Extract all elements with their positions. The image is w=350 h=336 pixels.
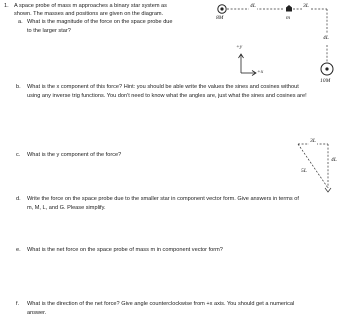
part-d-line-2: m, M, L, and G. Please simplify.	[27, 205, 106, 211]
label-axis-y: +y	[236, 44, 243, 50]
intro-line-1: A space probe of mass m approaches a binary star system as	[14, 3, 167, 9]
part-f-label: f.	[16, 301, 20, 307]
part-b-label: b.	[16, 84, 21, 90]
part-c-text: What is the y component of the force?	[27, 152, 122, 158]
small-star-icon	[321, 63, 333, 75]
space-probe-icon	[286, 5, 292, 12]
part-c-label: c.	[16, 152, 21, 158]
label-distance-4L-top: 4L	[250, 3, 256, 9]
label-axis-x: +x	[257, 69, 264, 75]
problem-number: 1.	[4, 3, 9, 9]
label-distance-4L-side: 4L	[323, 34, 329, 44]
part-a-line-1: What is the magnitude of the force on the space probe due	[27, 19, 173, 25]
part-a-line-2: to the larger star?	[27, 28, 71, 34]
large-star-icon	[218, 5, 226, 13]
part-a-label: a.	[18, 19, 23, 25]
part-e-label: e.	[16, 247, 21, 253]
part-f-line-1: What is the direction of the net force? Give angle counterclockwise from +x axis. You should get a numerical	[27, 301, 295, 307]
label-mass-small: 10M	[320, 78, 331, 84]
axes-icon	[239, 54, 257, 76]
part-b-line-1: What is the x component of this force? Hint: you should be able write the values the sines and cosines without	[27, 84, 299, 90]
part-d-line-1: Write the force on the space probe due to the smaller star in component vector form. Give answers in terms of	[27, 196, 299, 202]
part-d-label: d.	[16, 196, 21, 202]
label-mass-probe: m	[286, 15, 291, 21]
label-distance-3L-top: 3L	[303, 3, 309, 9]
intro-line-2: shown. The masses and positions are given on the diagram.	[14, 11, 164, 17]
part-f-line-2: answer.	[27, 310, 47, 316]
label-mass-big: 8M	[216, 15, 224, 21]
label-triangle-4L: 4L	[331, 157, 337, 163]
part-e-text: What is the net force on the space probe of mass m in component vector form?	[27, 247, 223, 253]
label-triangle-3L: 3L	[310, 138, 316, 144]
label-triangle-5L: 5L	[301, 168, 307, 174]
part-b-line-2: using any inverse trig functions. You don't need to know what the angles are, just what the sines and cosines are!	[27, 93, 307, 99]
